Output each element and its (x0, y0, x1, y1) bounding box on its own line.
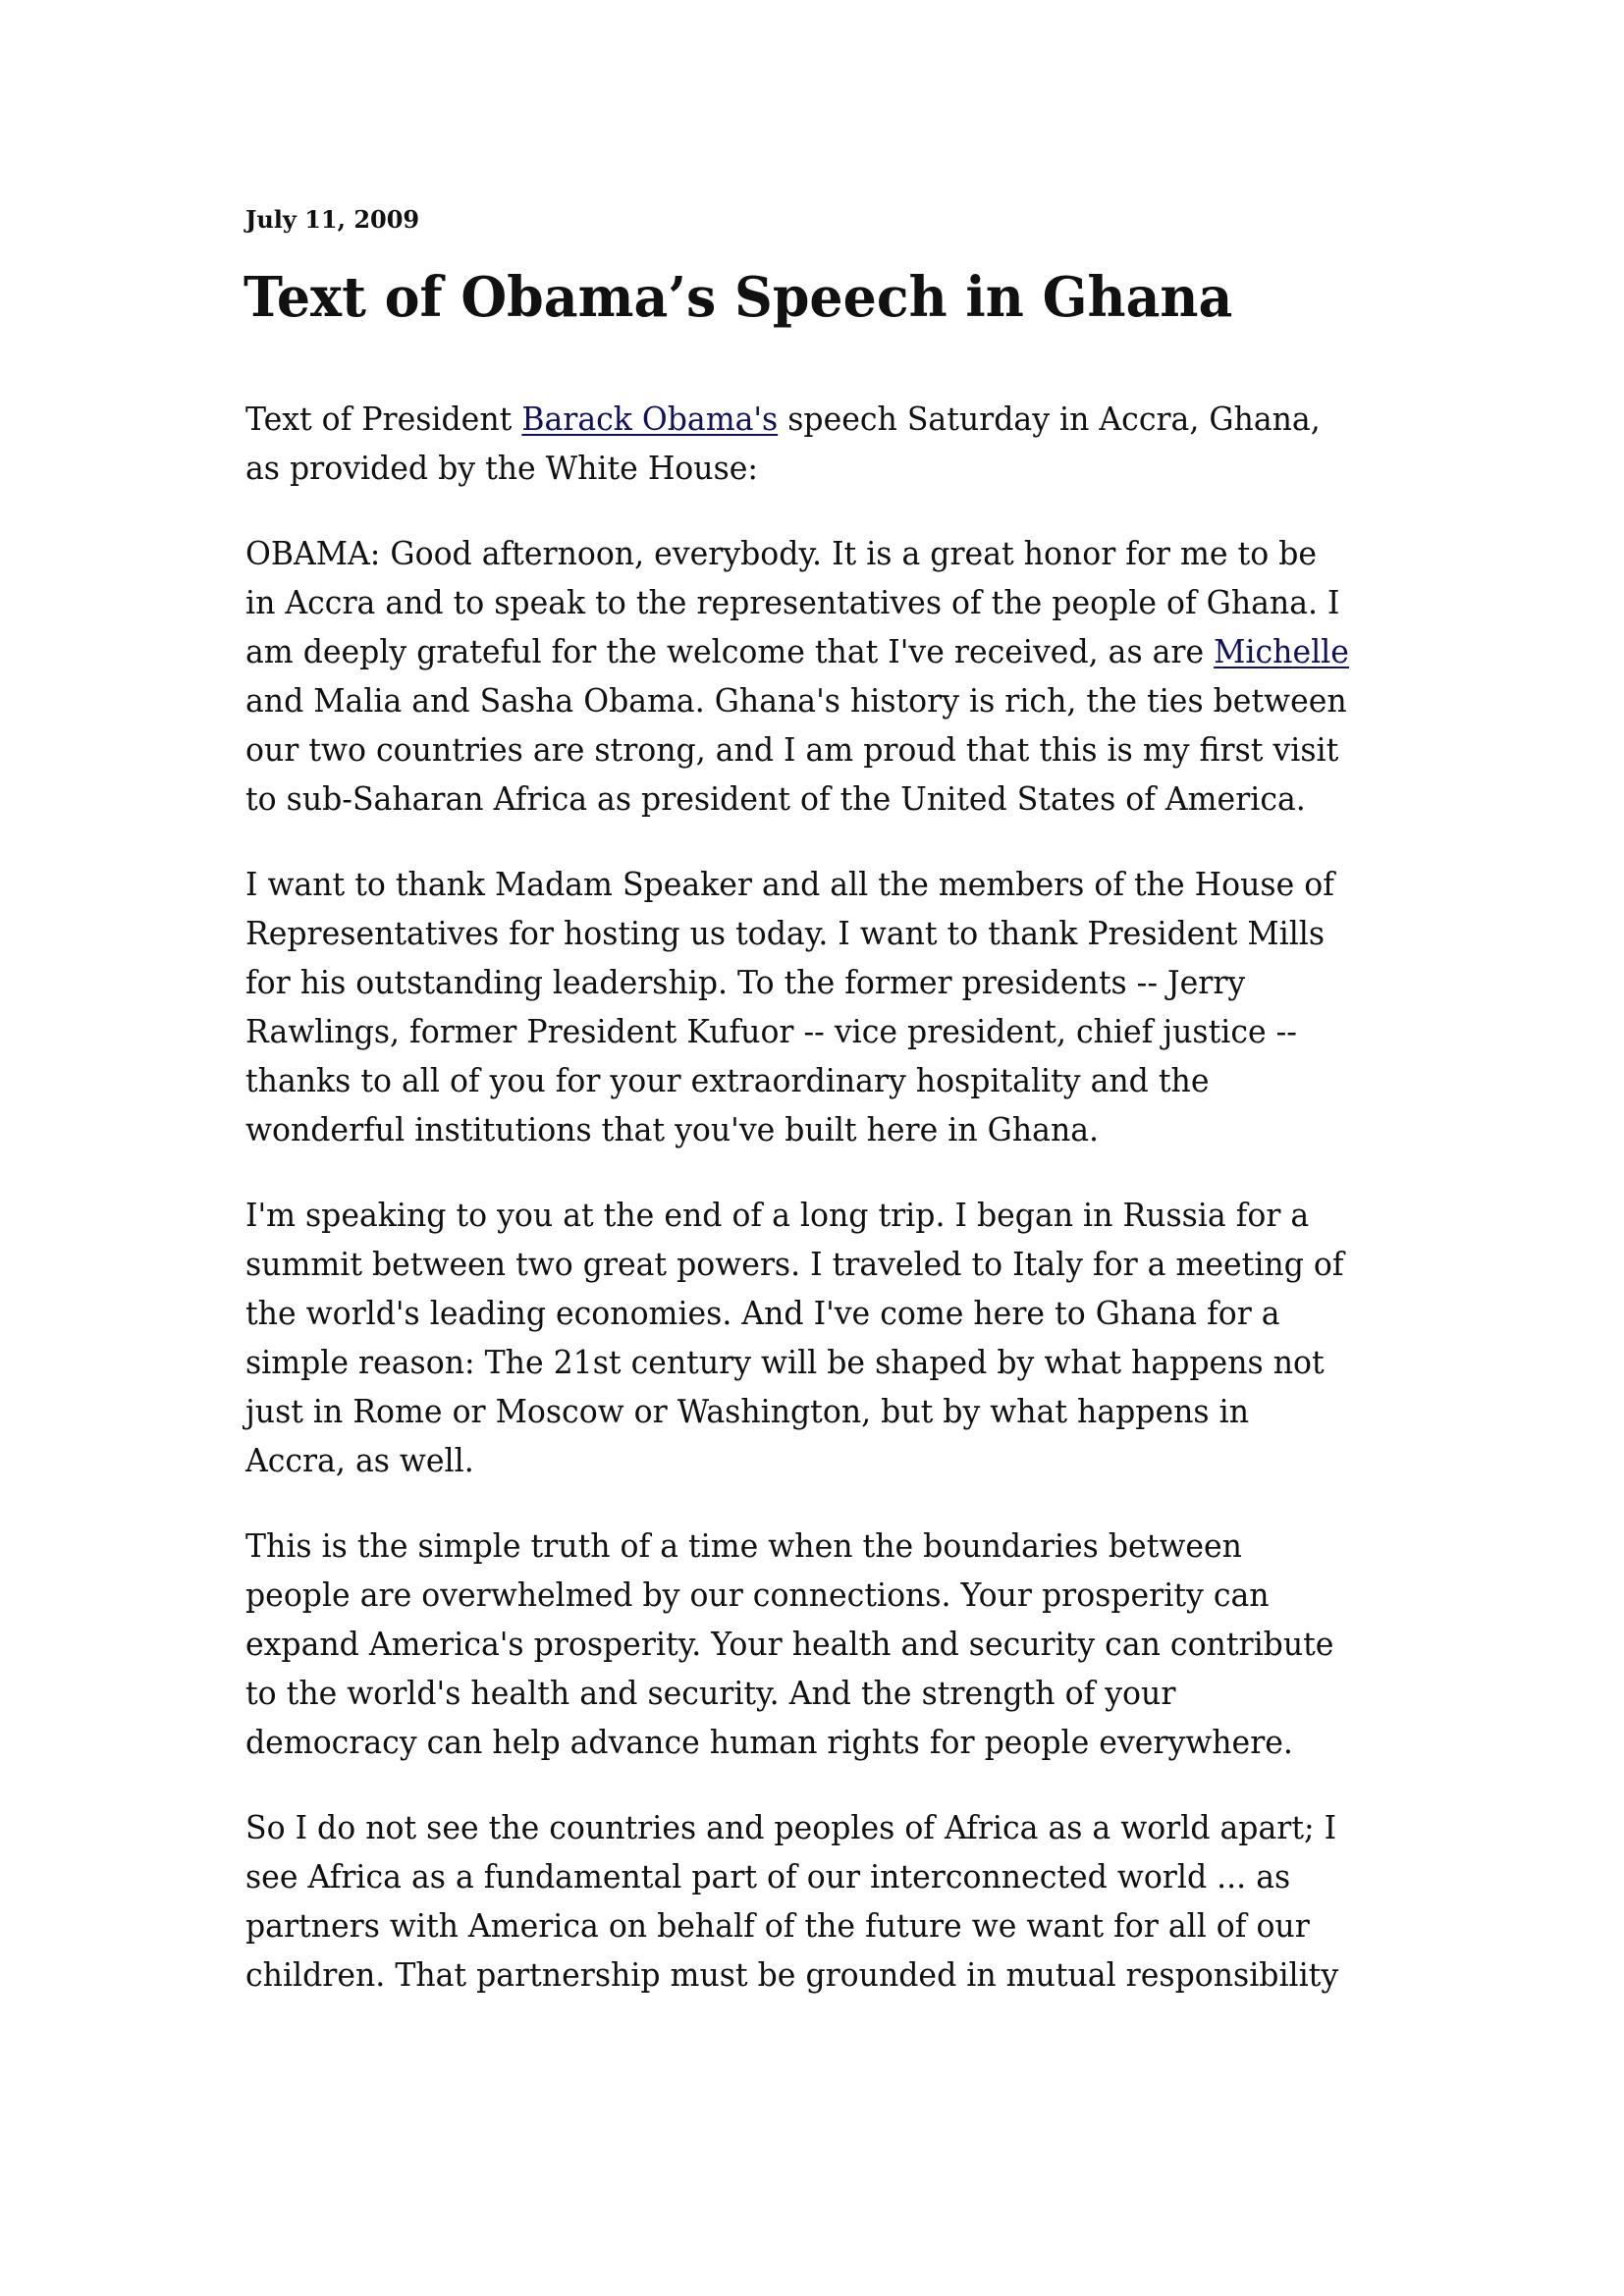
text-line (245, 1803, 1342, 1852)
text-segment: see Africa as a fundamental part of our interconnected world ... as (245, 1857, 1291, 1896)
inline-link[interactable]: Michelle (1214, 632, 1349, 670)
text-line (245, 1669, 1342, 1718)
text-segment: thanks to all of you for your extraordinary hospitality and the (245, 1061, 1210, 1099)
text-segment: partners with America on behalf of the future we want for all of our (245, 1906, 1310, 1945)
text-line (245, 578, 1342, 627)
text-line (245, 1522, 1342, 1571)
text-line (245, 1007, 1342, 1056)
text-line (245, 1901, 1342, 1950)
text-segment: Rawlings, former President Kufuor -- vice president, chief justice -- (245, 1012, 1297, 1050)
text-line (245, 1436, 1342, 1485)
text-line (245, 676, 1347, 725)
text-segment: So I do not see the countries and peoples of Africa as a world apart; I (245, 1808, 1337, 1846)
text-segment: children. That partnership must be grounded in mutual responsibility (245, 1955, 1339, 1994)
paragraph (245, 529, 1394, 824)
text-segment: This is the simple truth of a time when the boundaries between (245, 1526, 1242, 1565)
text-segment: am deeply grateful for the welcome that I've received, as are (245, 632, 1215, 670)
text-segment: speech Saturday in Accra, Ghana, (778, 400, 1321, 438)
text-segment: wonderful institutions that you've built here in Ghana. (245, 1110, 1100, 1148)
text-line (245, 1718, 1342, 1767)
text-line (245, 1289, 1342, 1338)
text-segment: Representatives for hosting us today. I want to thank President Mills (245, 914, 1326, 952)
text-segment: in Accra and to speak to the representatives of the people of Ghana. I (245, 583, 1340, 621)
text-segment: our two countries are strong, and I am proud that this is my first visit (245, 730, 1339, 769)
text-line (245, 627, 1349, 676)
text-segment: expand America's prosperity. Your health and security can contribute (245, 1625, 1334, 1663)
paragraph (245, 1803, 1394, 2000)
text-line (245, 1191, 1342, 1240)
text-line (245, 909, 1342, 958)
text-segment: Text of President (245, 400, 522, 438)
text-line (245, 774, 1342, 824)
text-segment: summit between two great powers. I traveled to Italy for a meeting of (245, 1245, 1344, 1283)
article-date: July 11, 2009 (245, 205, 420, 234)
text-segment: Accra, as well. (245, 1441, 474, 1479)
text-line (245, 1056, 1342, 1105)
text-line (245, 1338, 1342, 1387)
paragraph (245, 1191, 1394, 1485)
text-line (245, 725, 1342, 774)
text-segment: democracy can help advance human rights for people everywhere. (245, 1723, 1293, 1761)
text-line (245, 395, 1342, 444)
text-segment: I'm speaking to you at the end of a long trip. I began in Russia for a (245, 1196, 1310, 1234)
paragraph (245, 860, 1394, 1154)
text-segment: and Malia and Sasha Obama. Ghana's history is rich, the ties between (245, 681, 1347, 720)
text-line (245, 1240, 1342, 1289)
paragraph (245, 395, 1394, 493)
text-line (245, 958, 1342, 1007)
article-title: Text of Obama’s Speech in Ghana (244, 265, 1233, 330)
text-line (245, 1571, 1342, 1620)
text-line (245, 860, 1342, 909)
text-line (245, 444, 1342, 493)
inline-link[interactable]: Barack Obama's (521, 400, 779, 438)
text-segment: simple reason: The 21st century will be shaped by what happens not (245, 1343, 1325, 1381)
text-segment: to sub-Saharan Africa as president of the United States of America. (245, 779, 1306, 818)
text-line (245, 1852, 1342, 1901)
article-body (245, 395, 1394, 2036)
text-segment: I want to thank Madam Speaker and all the members of the House of (245, 865, 1334, 903)
text-line (245, 1950, 1342, 2000)
text-line (245, 529, 1342, 578)
text-segment: just in Rome or Moscow or Washington, but by what happens in (245, 1392, 1249, 1430)
text-line (245, 1105, 1342, 1154)
text-segment: OBAMA: Good afternoon, everybody. It is a great honor for me to be (245, 534, 1318, 572)
text-line (245, 1387, 1342, 1436)
text-segment: the world's leading economies. And I've come here to Ghana for a (245, 1294, 1280, 1332)
text-segment: people are overwhelmed by our connections. Your prosperity can (245, 1575, 1270, 1614)
text-segment: as provided by the White House: (245, 449, 759, 487)
text-segment: for his outstanding leadership. To the former presidents -- Jerry (245, 963, 1246, 1001)
text-line (245, 1620, 1342, 1669)
text-segment: to the world's health and security. And the strength of your (245, 1674, 1176, 1712)
paragraph (245, 1522, 1394, 1767)
